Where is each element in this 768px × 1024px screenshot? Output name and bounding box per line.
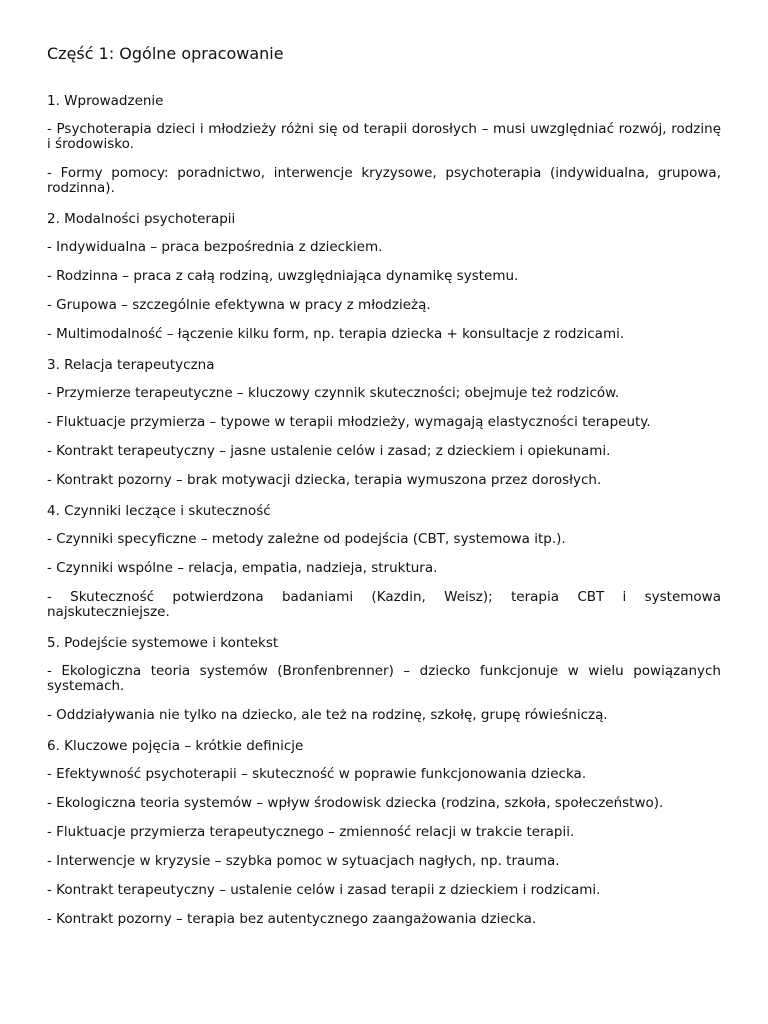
bullet-item: - Fluktuacje przymierza – typowe w terapii młodzieży, wymagają elastyczności terapeuty. (47, 414, 651, 430)
bullet-item: - Psychoterapia dzieci i młodzieży różni się od terapii dorosłych – musi uwzględniać rozwój, rodzinę i środowisko. (47, 121, 721, 152)
section-introduction (47, 93, 721, 196)
section-therapeutic-relation (47, 357, 721, 488)
section-heading: 1. Wprowadzenie (47, 93, 164, 109)
section-heading: 4. Czynniki leczące i skuteczność (47, 503, 271, 519)
bullet-item: - Grupowa – szczególnie efektywna w pracy z młodzieżą. (47, 297, 431, 313)
bullet-item: - Przymierze terapeutyczne – kluczowy czynnik skuteczności; obejmuje też rodziców. (47, 385, 620, 401)
section-modalities (47, 211, 721, 342)
bullet-item: - Interwencje w kryzysie – szybka pomoc w sytuacjach nagłych, np. trauma. (47, 853, 560, 869)
bullet-item: - Kontrakt terapeutyczny – jasne ustalenie celów i zasad; z dzieckiem i opiekunami. (47, 443, 611, 459)
bullet-item: - Indywidualna – praca bezpośrednia z dzieckiem. (47, 239, 383, 255)
bullet-item: - Kontrakt pozorny – brak motywacji dziecka, terapia wymuszona przez dorosłych. (47, 472, 602, 488)
bullet-item: - Formy pomocy: poradnictwo, interwencje kryzysowe, psychoterapia (indywidualna, grupowa, rodzinna). (47, 165, 721, 196)
document-title: Część 1: Ogólne opracowanie (47, 44, 284, 63)
bullet-item: - Kontrakt terapeutyczny – ustalenie celów i zasad terapii z dzieckiem i rodzicami. (47, 882, 601, 898)
bullet-item: - Fluktuacje przymierza terapeutycznego – zmienność relacji w trakcie terapii. (47, 824, 575, 840)
bullet-item: - Ekologiczna teoria systemów – wpływ środowisk dziecka (rodzina, szkoła, społeczeństwo). (47, 795, 664, 811)
section-systemic-approach (47, 635, 721, 723)
bullet-item: - Efektywność psychoterapii – skuteczność w poprawie funkcjonowania dziecka. (47, 766, 587, 782)
bullet-item: - Multimodalność – łączenie kilku form, np. terapia dziecka + konsultacje z rodzicami. (47, 326, 625, 342)
bullet-item: - Czynniki wspólne – relacja, empatia, nadzieja, struktura. (47, 560, 438, 576)
bullet-item: - Rodzinna – praca z całą rodziną, uwzględniająca dynamikę systemu. (47, 268, 519, 284)
bullet-item: - Skuteczność potwierdzona badaniami (Kazdin, Weisz); terapia CBT i systemowa najskuteczniejsze. (47, 589, 721, 620)
section-heading: 6. Kluczowe pojęcia – krótkie definicje (47, 738, 304, 754)
section-heading: 3. Relacja terapeutyczna (47, 357, 215, 373)
bullet-item: - Kontrakt pozorny – terapia bez autentycznego zaangażowania dziecka. (47, 911, 537, 927)
section-key-concepts (47, 738, 721, 927)
section-healing-factors (47, 503, 721, 620)
bullet-item: - Oddziaływania nie tylko na dziecko, ale też na rodzinę, szkołę, grupę rówieśniczą. (47, 707, 608, 723)
section-heading: 5. Podejście systemowe i kontekst (47, 635, 279, 651)
bullet-item: - Czynniki specyficzne – metody zależne od podejścia (CBT, systemowa itp.). (47, 531, 566, 547)
bullet-item: - Ekologiczna teoria systemów (Bronfenbrenner) – dziecko funkcjonuje w wielu powiązanych systemach. (47, 663, 721, 694)
section-heading: 2. Modalności psychoterapii (47, 211, 236, 227)
